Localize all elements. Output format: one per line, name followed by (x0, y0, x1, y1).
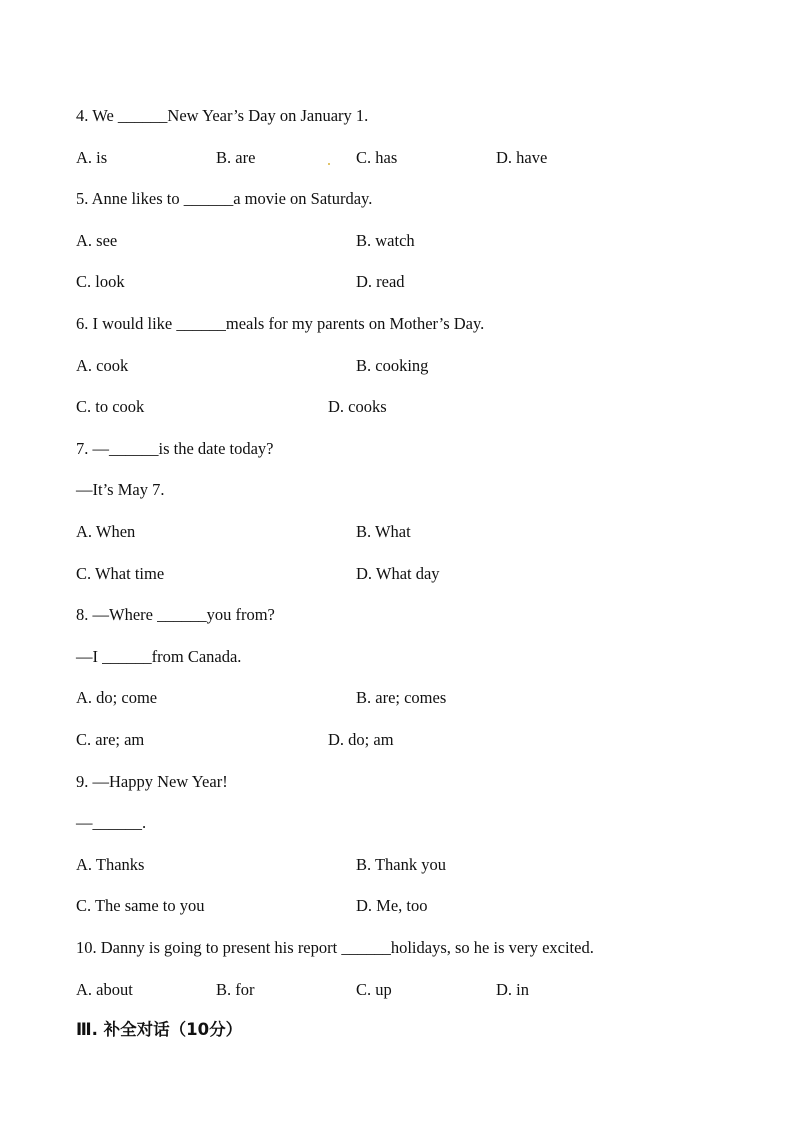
question-5-option-d: D. read (356, 272, 405, 291)
question-10-option-d: D. in (496, 980, 529, 999)
question-6-option-d: D. cooks (328, 397, 387, 416)
question-4-option-d: D. have (496, 148, 548, 167)
question-5-option-c: C. look (76, 272, 125, 291)
question-10-option-c: C. up (356, 980, 392, 999)
question-9-stem: 9. —Happy New Year! (76, 772, 228, 791)
question-8-option-c: C. are; am (76, 730, 145, 749)
question-6-stem: 6. I would like ______meals for my parents on Mother’s Day. (76, 314, 485, 333)
question-10-option-b: B. for (216, 980, 255, 999)
question-6-option-a: A. cook (76, 356, 129, 375)
question-8-reply: —I ______from Canada. (76, 647, 242, 666)
stray-dot-mark (328, 163, 330, 165)
question-4-option-b: B. are (216, 148, 256, 167)
question-8-option-d: D. do; am (328, 730, 394, 749)
question-7-option-c: C. What time (76, 564, 165, 583)
question-9-option-a: A. Thanks (76, 855, 145, 874)
question-6-option-c: C. to cook (76, 397, 145, 416)
question-4-option-c: C. has (356, 148, 398, 167)
section-heading: Ⅲ. 补全对话（10分） (76, 1020, 243, 1039)
question-10-option-a: A. about (76, 980, 133, 999)
question-9-option-d: D. Me, too (356, 896, 428, 915)
question-8-option-b: B. are; comes (356, 688, 447, 707)
question-9-option-b: B. Thank you (356, 855, 446, 874)
question-7-stem: 7. —______is the date today? (76, 439, 274, 458)
question-5-stem: 5. Anne likes to ______a movie on Saturday. (76, 189, 373, 208)
question-4-option-a: A. is (76, 148, 108, 167)
question-7-reply: —It’s May 7. (76, 480, 165, 499)
question-5-option-b: B. watch (356, 231, 415, 250)
question-9-option-c: C. The same to you (76, 896, 205, 915)
question-7-option-d: D. What day (356, 564, 440, 583)
question-8-stem: 8. —Where ______you from? (76, 605, 275, 624)
question-5-option-a: A. see (76, 231, 118, 250)
question-9-reply: —______. (76, 813, 147, 832)
question-4-stem: 4. We ______New Year’s Day on January 1. (76, 106, 369, 125)
question-10-stem: 10. Danny is going to present his report ______holidays, so he is very excited. (76, 938, 594, 957)
question-7-option-b: B. What (356, 522, 411, 541)
question-6-option-b: B. cooking (356, 356, 429, 375)
question-8-option-a: A. do; come (76, 688, 158, 707)
question-7-option-a: A. When (76, 522, 136, 541)
